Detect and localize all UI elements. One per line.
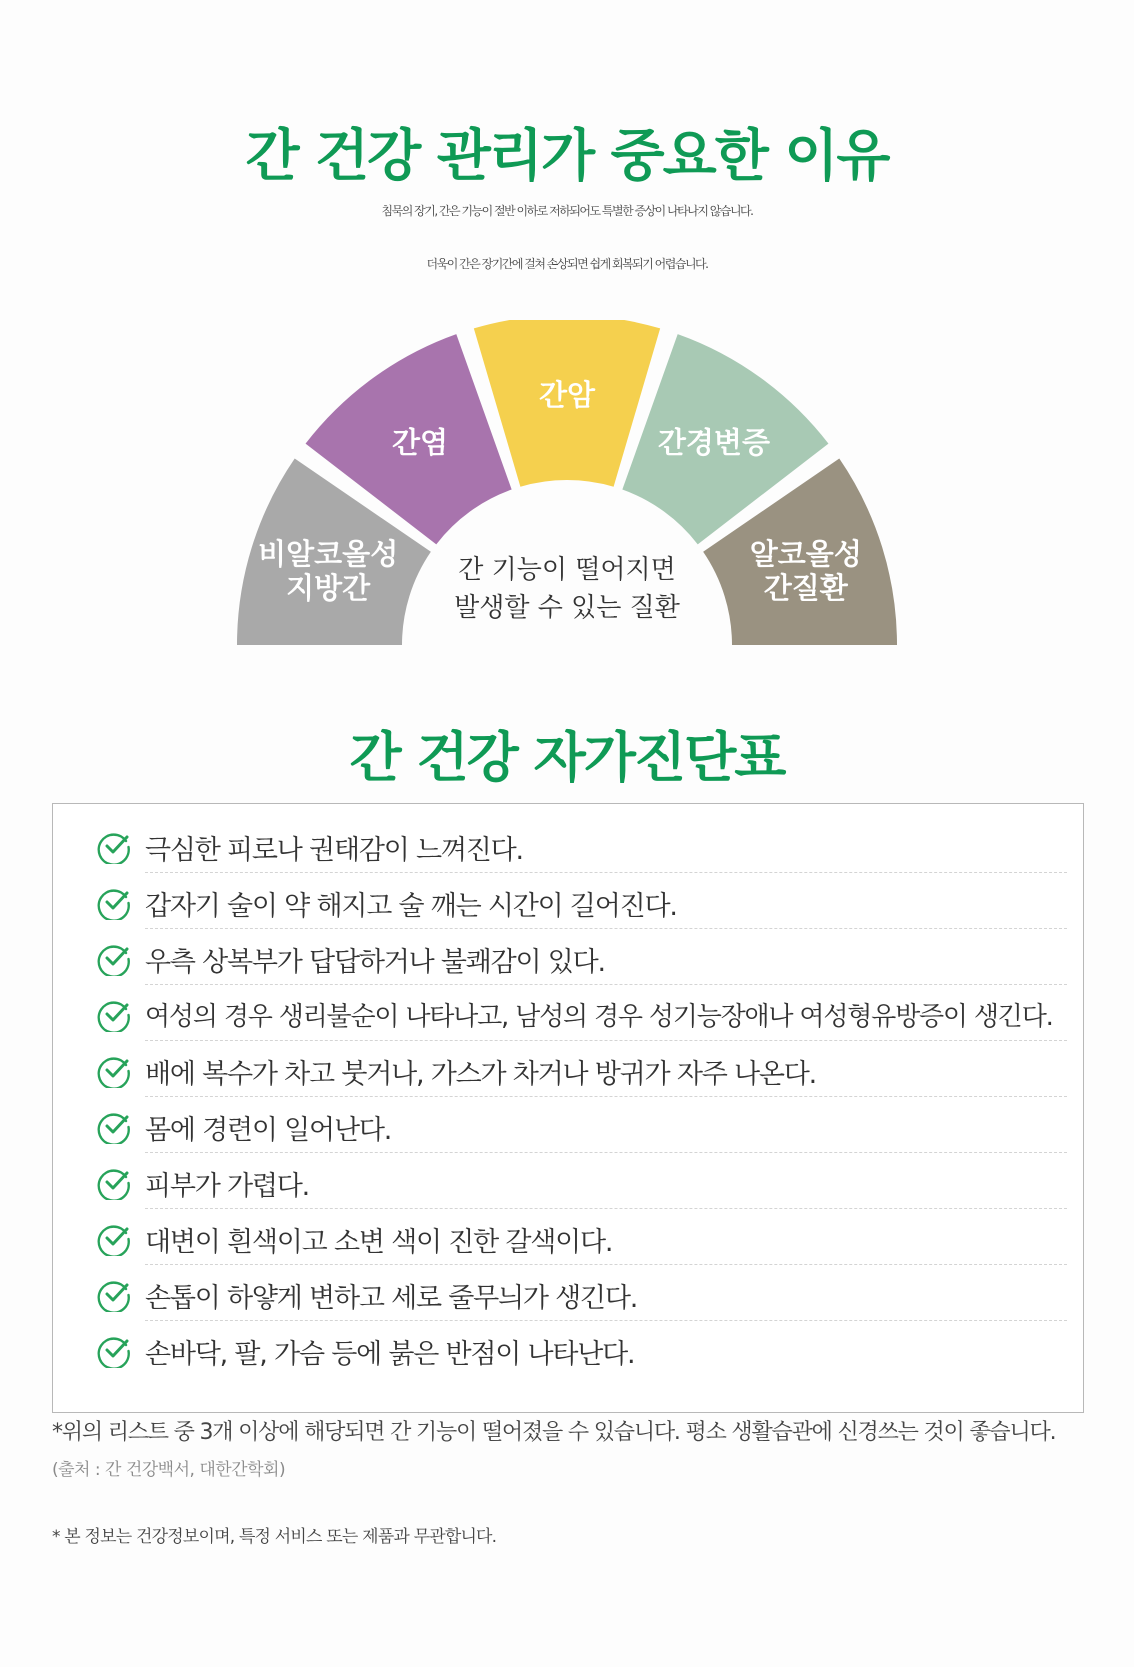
checklist-item	[53, 874, 1085, 930]
check-circle-icon	[97, 1334, 131, 1368]
checklist-item	[53, 986, 1085, 1042]
section-title-importance: 간 건강 관리가 중요한 이유	[245, 124, 889, 189]
diagram-center-label-line1: 간 기능이 떨어지면	[458, 555, 676, 585]
checklist-divider	[145, 1208, 1067, 1209]
checklist-item	[53, 1266, 1085, 1322]
checklist-item-text: 갑자기 술이 약 해지고 술 깨는 시간이 길어진다.	[145, 891, 677, 922]
segment-alcoholic-liver-disease-label: 알코올성	[749, 537, 862, 572]
segment-nafld-label: 비알코올성	[258, 537, 399, 572]
checklist-item-text: 여성의 경우 생리불순이 나타나고, 남성의 경우 성기능장애나 여성형유방증이 생긴다.	[145, 1002, 1053, 1032]
segment-cirrhosis-label: 간경변증	[657, 425, 770, 460]
checklist-divider	[145, 984, 1067, 985]
checklist-divider	[145, 872, 1067, 873]
check-circle-icon	[97, 998, 131, 1032]
checklist-divider	[145, 1096, 1067, 1097]
diagram-center-label-line2: 발생할 수 있는 질환	[454, 593, 680, 623]
check-circle-icon	[97, 886, 131, 920]
check-circle-icon	[97, 1110, 131, 1144]
check-circle-icon	[97, 1222, 131, 1256]
check-circle-icon	[97, 1278, 131, 1312]
checklist-divider	[145, 1152, 1067, 1153]
checklist-item-text: 피부가 가렵다.	[145, 1171, 310, 1202]
checklist-item	[53, 1098, 1085, 1154]
checklist-item-text: 몸에 경련이 일어난다.	[145, 1115, 392, 1146]
check-circle-icon	[97, 1166, 131, 1200]
checklist-item-text: 우측 상복부가 답답하거나 불쾌감이 있다.	[145, 947, 605, 978]
checklist-item	[53, 1042, 1085, 1098]
checklist-item	[53, 1154, 1085, 1210]
liver-disease-fan-diagram	[0, 320, 1134, 650]
checklist-item	[53, 1322, 1085, 1378]
self-diagnosis-checklist	[52, 803, 1084, 1413]
segment-nafld-label: 지방간	[286, 571, 371, 606]
intro-text-line2: 더욱이 간은 장기간에 걸쳐 손상되면 쉽게 회복되기 어렵습니다.	[426, 257, 708, 271]
segment-hepatitis-label: 간염	[392, 425, 449, 460]
source-citation: (출처 : 간 건강백서, 대한간학회)	[52, 1460, 286, 1480]
checklist-divider	[145, 1320, 1067, 1321]
checklist-item	[53, 818, 1085, 874]
checklist-divider	[145, 928, 1067, 929]
segment-liver-cancer-label: 간암	[538, 378, 596, 412]
check-circle-icon	[97, 1054, 131, 1088]
checklist-item	[53, 1210, 1085, 1266]
checklist-item-text: 손톱이 하얗게 변하고 세로 줄무늬가 생긴다.	[145, 1283, 638, 1314]
checklist-item-text: 대변이 흰색이고 소변 색이 진한 갈색이다.	[145, 1227, 613, 1258]
checklist-divider	[145, 1040, 1067, 1041]
check-circle-icon	[97, 942, 131, 976]
checklist-footnote: *위의 리스트 중 3개 이상에 해당되면 간 기능이 떨어졌을 수 있습니다. 평소 생활습관에 신경쓰는 것이 좋습니다.	[52, 1420, 1056, 1445]
section-title-self-diagnosis: 간 건강 자가진단표	[349, 726, 785, 789]
checklist-item-text: 극심한 피로나 권태감이 느껴진다.	[145, 835, 523, 866]
segment-alcoholic-liver-disease-label: 간질환	[763, 571, 848, 606]
checklist-item-text: 배에 복수가 차고 붓거나, 가스가 차거나 방귀가 자주 나온다.	[145, 1059, 816, 1090]
check-circle-icon	[97, 830, 131, 864]
checklist-divider	[145, 1264, 1067, 1265]
checklist-item-text: 손바닥, 팔, 가슴 등에 붉은 반점이 나타난다.	[145, 1339, 635, 1370]
intro-text-line1: 침묵의 장기, 간은 기능이 절반 이하로 저하되어도 특별한 증상이 나타나지 않습니다.	[381, 204, 753, 218]
disclaimer-text: * 본 정보는 건강정보이며, 특정 서비스 또는 제품과 무관합니다.	[52, 1527, 497, 1547]
checklist-item	[53, 930, 1085, 986]
